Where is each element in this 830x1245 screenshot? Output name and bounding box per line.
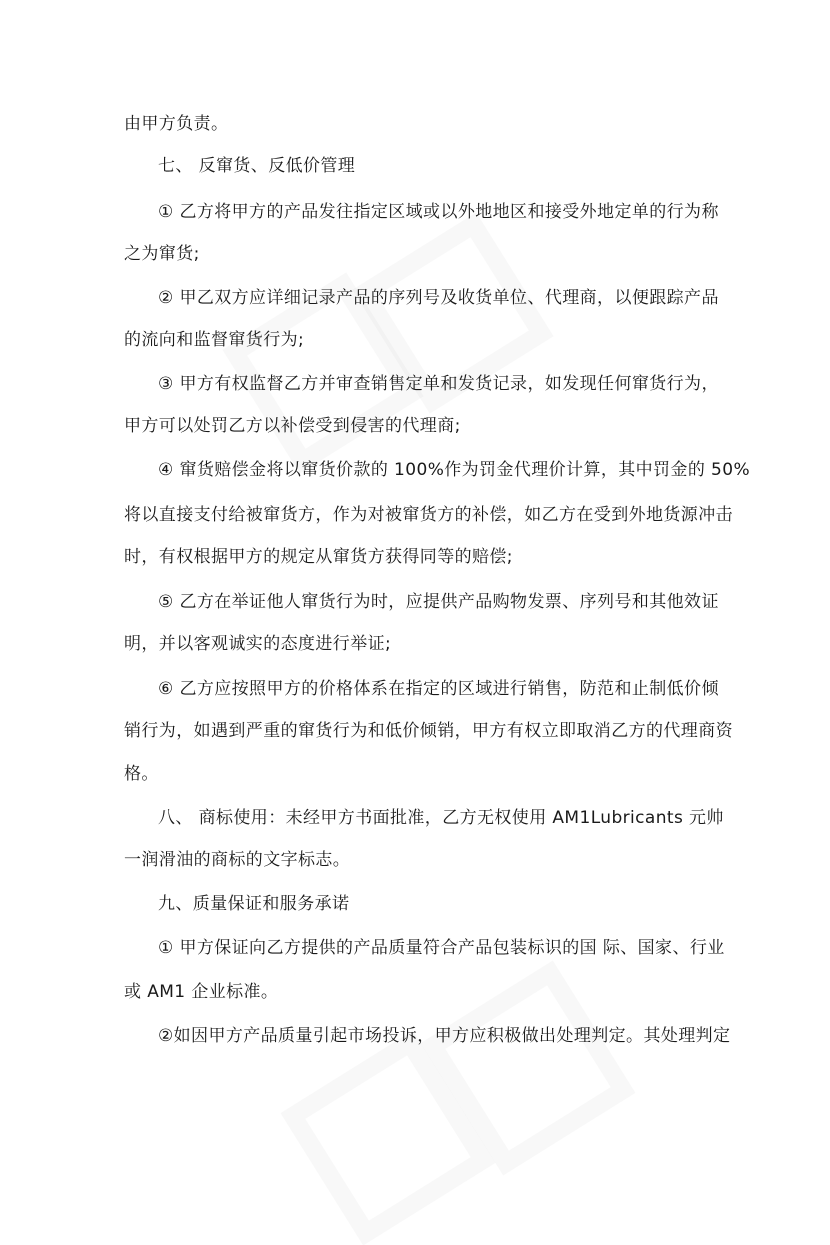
text-line-4: 之为窜货; bbox=[124, 244, 200, 264]
text-line-14: ⑥ 乙方应按照甲方的价格体系在指定的区域进行销售，防范和止制低价倾 bbox=[158, 679, 719, 699]
text-line-22: ②如因甲方产品质量引起市场投诉，甲方应积极做出处理判定。其处理判定 bbox=[158, 1026, 731, 1046]
text-line-15: 销行为，如遇到严重的窜货行为和低价倾销，甲方有权立即取消乙方的代理商资 bbox=[124, 721, 733, 741]
text-line-1: 由甲方负责。 bbox=[124, 114, 229, 134]
text-line-9: ④ 窜货赔偿金将以窜货价款的 100%作为罚金代理价计算，其中罚金的 50% bbox=[158, 460, 751, 480]
text-line-13: 明，并以客观诚实的态度进行举证; bbox=[124, 634, 392, 654]
text-line-18: 一润滑油的商标的文字标志。 bbox=[124, 850, 351, 870]
text-line-20: ① 甲方保证向乙方提供的产品质量符合产品包装标识的国 际、国家、行业 bbox=[158, 938, 725, 958]
text-line-11: 时，有权根据甲方的规定从窜货方获得同等的赔偿; bbox=[124, 547, 513, 567]
text-line-8: 甲方可以处罚乙方以补偿受到侵害的代理商; bbox=[124, 416, 461, 436]
text-line-7: ③ 甲方有权监督乙方并审查销售定单和发货记录，如发现任何窜货行为， bbox=[158, 374, 719, 394]
text-line-10: 将以直接支付给被窜货方，作为对被窜货方的补偿，如乙方在受到外地货源冲击 bbox=[124, 505, 733, 525]
section-heading-9: 九、质量保证和服务承诺 bbox=[158, 894, 350, 914]
text-line-5: ② 甲乙双方应详细记录产品的序列号及收货单位、代理商，以便跟踪产品 bbox=[158, 288, 719, 308]
text-line-3: ① 乙方将甲方的产品发往指定区域或以外地地区和接受外地定单的行为称 bbox=[158, 202, 719, 222]
text-line-21: 或 AM1 企业标准。 bbox=[124, 982, 279, 1002]
text-line-16: 格。 bbox=[124, 764, 159, 784]
section-heading-8: 八、 商标使用：未经甲方书面批准，乙方无权使用 AM1Lubricants 元帅 bbox=[158, 808, 724, 828]
text-line-12: ⑤ 乙方在举证他人窜货行为时，应提供产品购物发票、序列号和其他效证 bbox=[158, 592, 719, 612]
text-line-6: 的流向和监督窜货行为; bbox=[124, 330, 305, 350]
section-heading-7: 七、 反窜货、反低价管理 bbox=[158, 156, 356, 176]
